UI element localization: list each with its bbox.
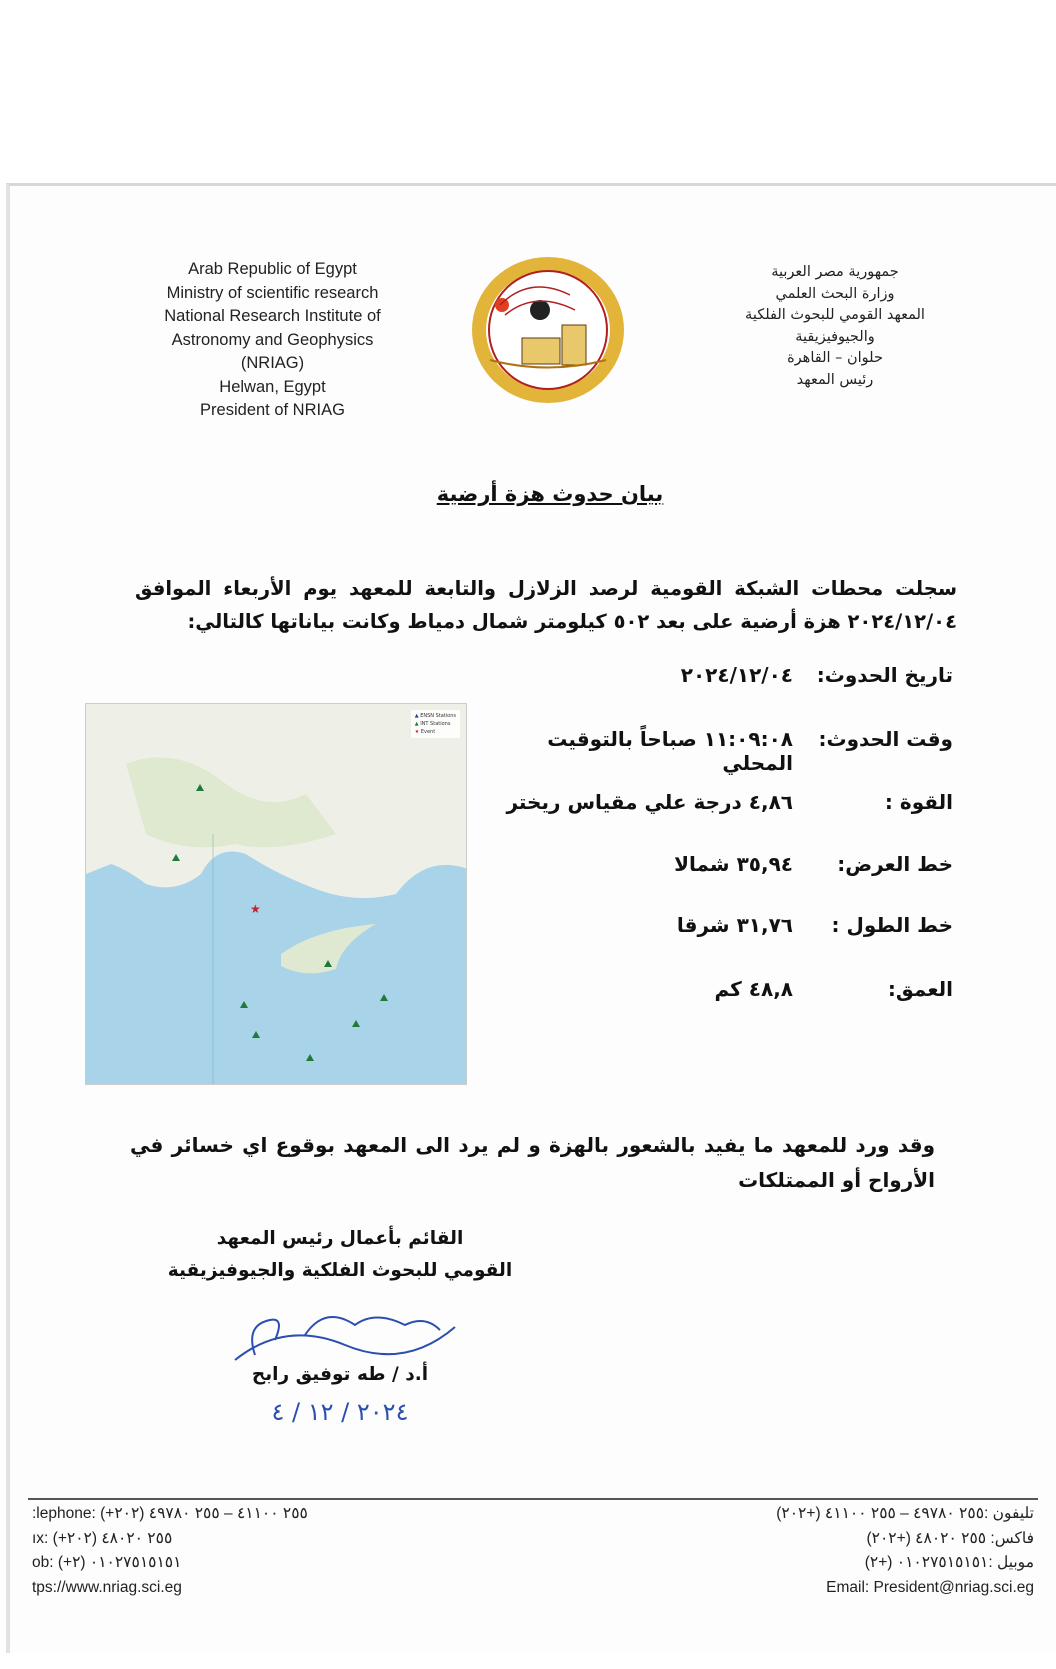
station-triangle	[352, 1020, 360, 1027]
footer-left	[32, 1502, 308, 1600]
field-value-date: ٢٠٢٤/١٢/٠٤	[680, 663, 793, 687]
footer-fax-ar: فاكس: ٢٥٥ ٤٨٠٢٠ (+٢٠٢)	[866, 1529, 1034, 1547]
arabic-letterhead	[710, 262, 960, 391]
closing-paragraph: وقد ورد للمعهد ما يفيد بالشعور بالهزة و لم يرد الى المعهد بوقوع اي خسائر في الأرواح أو الممتلكات	[130, 1133, 935, 1192]
signatory-title-1: القائم بأعمال رئيس المعهد	[216, 1228, 464, 1249]
intro-paragraph: سجلت محطات الشبكة القومية لرصد الزلازل والتابعة للمعهد يوم الأربعاء الموافق ٢٠٢٤/١٢/٠٤ هزة أرضية على بعد ٥٠٢ كيلومتر شمال دمياط وكانت بياناتها كالتالي:	[135, 577, 957, 633]
letterhead-line: (NRIAG)	[240, 354, 305, 372]
event-star-icon: ★	[250, 902, 261, 916]
letterhead-line: رئيس المعهد	[796, 371, 874, 388]
letterhead-line: جمهورية مصر العربية	[771, 264, 899, 280]
field-value-time: ١١:٠٩:٠٨ صباحاً بالتوقيت المحلي	[547, 727, 793, 775]
letterhead-line: والجيوفيزيقية	[795, 328, 875, 345]
legend-label: ENSN Stations	[420, 713, 456, 719]
field-label-time: وقت الحدوث:	[818, 727, 953, 751]
field-value-depth: ٤٨,٨ كم	[714, 977, 793, 1001]
footer-telephone: :lephone: (+٢٠٢) ٢٥٥ ٤١١٠٠ – ٢٥٥ ٤٩٧٨٠	[32, 1505, 308, 1522]
nriag-logo	[470, 255, 626, 405]
letterhead-line: وزارة البحث العلمي	[775, 285, 895, 302]
footer-right	[776, 1502, 1034, 1600]
field-label-date: تاريخ الحدوث:	[816, 663, 953, 687]
footer-email[interactable]: Email: President@nriag.sci.eg	[826, 1578, 1034, 1596]
english-letterhead	[130, 258, 415, 423]
map-markers	[86, 704, 467, 1085]
station-triangle	[324, 960, 332, 967]
station-triangle	[196, 784, 204, 791]
field-label-latitude: خط العرض:	[837, 852, 953, 876]
field-value-magnitude: ٤,٨٦ درجة علي مقياس ريختر	[506, 790, 793, 814]
letterhead-line: Helwan, Egypt	[219, 377, 326, 396]
footer-divider	[28, 1498, 1038, 1500]
station-triangle	[172, 854, 180, 861]
footer-fax: ıx: (+٢٠٢) ٢٥٥ ٤٨٠٢٠	[32, 1529, 173, 1547]
signatory-name: أ.د / طه توفيق رابح	[251, 1364, 429, 1385]
letterhead-line: Ministry of scientific research	[166, 283, 379, 302]
station-triangle	[240, 1001, 248, 1008]
document-title: بيان حدوث هزة أرضية	[436, 482, 664, 506]
footer-mobile: ob: (+٢) ٠١٠٢٧٥١٥١٥١	[32, 1554, 182, 1571]
field-label-magnitude: القوة :	[884, 790, 953, 814]
field-value-longitude: ٣١,٧٦ شرقا	[676, 913, 793, 937]
station-triangle	[252, 1031, 260, 1038]
station-triangle	[306, 1054, 314, 1061]
handwritten-date: ٢٠٢٤ / ١٢ / ٤	[271, 1398, 409, 1426]
legend-label: Event	[420, 729, 436, 735]
letterhead-line: المعهد القومي للبحوث الفلكية	[745, 307, 925, 323]
letterhead-line: Astronomy and Geophysics	[171, 330, 374, 349]
footer-telephone-ar: تليفون :٢٥٥ ٤٩٧٨٠ – ٢٥٥ ٤١١٠٠ (+٢٠٢)	[776, 1505, 1034, 1522]
map-legend	[411, 710, 460, 738]
handwritten-signature	[215, 1295, 465, 1375]
epicenter-map	[85, 703, 467, 1085]
legend-item-event: ★ Event	[414, 729, 436, 735]
station-triangle	[380, 994, 388, 1001]
letterhead-line: National Research Institute of	[164, 307, 381, 325]
field-label-longitude: خط الطول :	[831, 913, 953, 937]
letterhead-line: President of NRIAG	[200, 401, 345, 419]
legend-label: INT Stations	[420, 721, 451, 727]
field-value-latitude: ٣٥,٩٤ شمالا	[674, 852, 793, 876]
footer-website[interactable]: tps://www.nriag.sci.eg	[32, 1578, 182, 1596]
legend-item-int: ▲ INT Stations	[414, 721, 451, 727]
footer-mobile-ar: موبيل :٠١٠٢٧٥١٥١٥١ (+٢)	[864, 1554, 1034, 1571]
letterhead-line: Arab Republic of Egypt	[188, 260, 357, 278]
signatory-title-2: القومي للبحوث الفلكية والجيوفيزيقية	[167, 1260, 513, 1281]
legend-item-ensn: ▲ ENSN Stations	[414, 713, 456, 719]
field-label-depth: العمق:	[887, 977, 953, 1001]
letterhead-line: حلوان – القاهرة	[787, 350, 883, 366]
